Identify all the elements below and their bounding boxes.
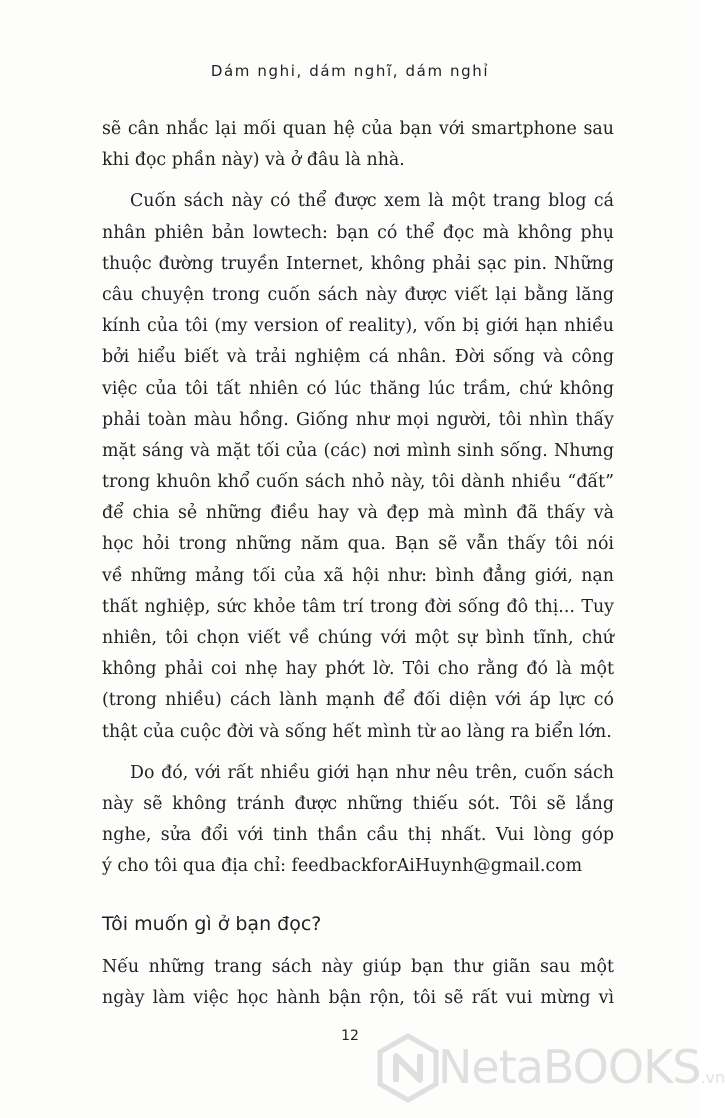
text-line: ngày làm việc học hành bận rộn, tôi sẽ rất vui mừng vì [102,987,614,1008]
n-logo-icon [372,1032,444,1104]
text-line: câu chuyện trong cuốn sách này được viết lại bằng lăng [102,284,614,305]
text-line: sẽ cân nhắc lại mối quan hệ của bạn với smartphone sau [102,119,614,139]
paragraph [102,114,614,176]
text-line: Do đó, với rất nhiều giới hạn như nêu trên, cuốn sách [130,762,614,783]
running-header: Dám nghi, dám nghĩ, dám nghỉ [210,62,490,80]
section-heading: Tôi muốn gì ở bạn đọc? [102,912,322,935]
text-line: việc của tôi tất nhiên có lúc thăng lúc trầm, chứ không [102,378,614,399]
watermark-text [438,1040,725,1094]
text-line: trong khuôn khổ cuốn sách nhỏ này, tôi dành nhiều “đất” [102,472,614,493]
paragraph [102,186,614,747]
text-line: nhiên, tôi chọn viết về chúng với một sự bình tĩnh, chứ [102,628,614,648]
text-line: không phải coi nhẹ hay phớt lờ. Tôi cho rằng đó là một [102,659,614,680]
body-text [102,114,614,1014]
text-line: thất nghiệp, sức khỏe tâm trí trong đời sống đô thị... Tuy [102,596,614,617]
text-line: kính của tôi (my version of reality), vốn bị giới hạn nhiều [102,316,614,337]
text-line: thuộc đường truyền Internet, không phải sạc pin. Những [102,253,614,274]
text-line: bởi hiểu biết và trải nghiệm cá nhân. Đời sống và công [102,347,614,368]
text-line: phải toàn màu hồng. Giống như mọi người, tôi nhìn thấy [102,409,614,430]
text-line: ý cho tôi qua địa chỉ: feedbackforAiHuynh@gmail.com [102,856,583,877]
text-line: thật của cuộc đời và sống hết mình từ ao làng ra biển lớn. [102,721,612,742]
text-line: về những mảng tối của xã hội như: bình đẳng giới, nạn [102,565,614,586]
text-line: để chia sẻ những điều hay và đẹp mà mình đã thấy và [102,503,614,524]
page-number: 12 [341,1028,359,1044]
text-line: Cuốn sách này có thể được xem là một trang blog cá [130,191,614,212]
text-line: mặt sáng và mặt tối của (các) nơi mình sinh sống. Nhưng [102,440,614,461]
text-line: Nếu những trang sách này giúp bạn thư giãn sau một [102,956,614,977]
text-line: nhân phiên bản lowtech: bạn có thể đọc mà không phụ [102,222,614,243]
text-line: khi đọc phần này) và ở đâu là nhà. [102,150,405,171]
text-line: này sẽ không tránh được những thiếu sót. Tôi sẽ lắng [102,793,614,814]
watermark-brand: NetaBOOKS [438,1040,701,1094]
text-line: (trong nhiều) cách lành mạnh để đối diện với áp lực có [102,690,614,711]
watermark-suffix: .vn [700,1068,725,1087]
text-line: nghe, sửa đổi với tinh thần cầu thị nhất. Vui lòng góp [102,825,614,846]
paragraph [102,758,614,883]
netabooks-watermark [372,1032,725,1104]
paragraph [102,952,614,1014]
text-line: học hỏi trong những năm qua. Bạn sẽ vẫn thấy tôi nói [102,534,614,555]
